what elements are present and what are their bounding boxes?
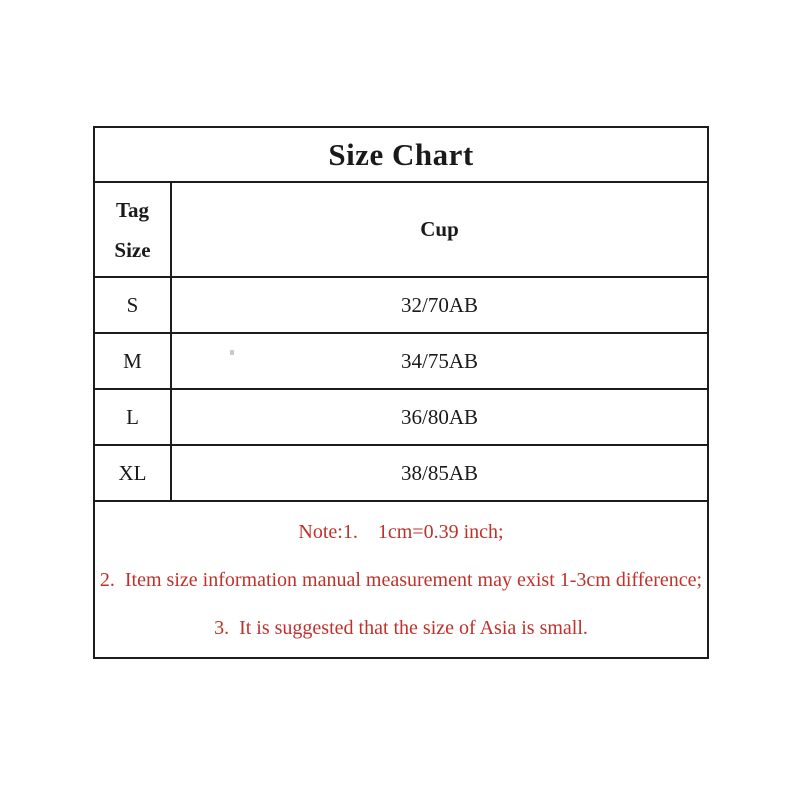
size-chart-table: [93, 126, 709, 659]
cup-cell-xl: 38/85AB: [171, 445, 708, 501]
size-cell-l: L: [94, 389, 171, 445]
note-line-1: Note:1. 1cm=0.39 inch;: [298, 520, 504, 543]
table-row: [94, 389, 708, 445]
tag-size-label-line1: Tag: [115, 197, 150, 222]
cup-cell-l: 36/80AB: [171, 389, 708, 445]
note-line-2: 2. Item size information manual measurement may exist 1-3cm difference;: [99, 568, 703, 591]
image-artifact-speck: [230, 350, 234, 355]
page-title: Size Chart: [94, 127, 708, 182]
size-cell-m: M: [94, 333, 171, 389]
header-row: [94, 182, 708, 277]
size-cell-s: S: [94, 277, 171, 333]
notes-section: [94, 501, 708, 658]
table-row: [94, 333, 708, 389]
size-chart-container: [93, 126, 707, 659]
table-row: [94, 277, 708, 333]
cup-cell-m: 34/75AB: [171, 333, 708, 389]
column-header-tag-size: [94, 182, 171, 277]
notes-row: [94, 501, 708, 658]
column-header-cup: Cup: [171, 182, 708, 277]
title-row: [94, 127, 708, 182]
size-cell-xl: XL: [94, 445, 171, 501]
table-row: [94, 445, 708, 501]
cup-cell-s: 32/70AB: [171, 277, 708, 333]
tag-size-label-line2: Size: [114, 237, 151, 262]
note-line-3: 3. It is suggested that the size of Asia is small.: [214, 616, 588, 639]
